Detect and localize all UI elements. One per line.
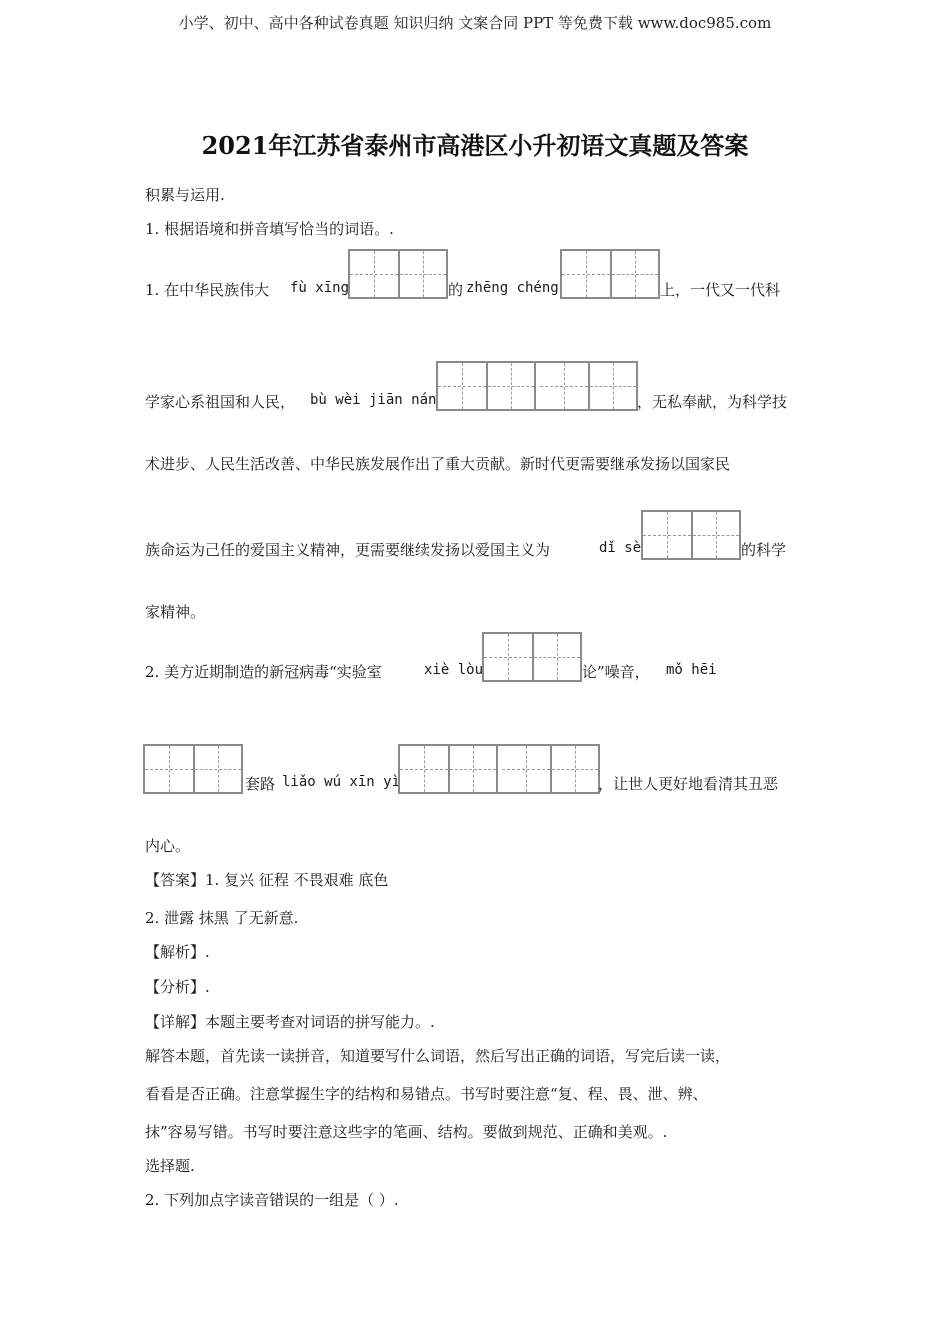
analysis-label: 【解析】.: [145, 943, 210, 961]
pinyin: mǒ hēi: [666, 662, 717, 678]
section-heading: 积累与运用.: [145, 186, 225, 204]
text-segment: 的: [448, 281, 464, 299]
answer-box-xielou[interactable]: [482, 632, 582, 682]
analysis-detail: 【详解】本题主要考查对词语的拼写能力。.: [145, 1013, 435, 1031]
answer-box-mohei[interactable]: [143, 744, 243, 794]
text-segment: ，让世人更好地看清其丑恶: [598, 775, 779, 793]
text-segment: 族命运为己任的爱国主义精神，更需要继续发扬以爱国主义为: [145, 541, 551, 559]
text-segment: 学家心系祖国和人民，: [145, 393, 296, 411]
answer-line: 2. 泄露 抹黑 了无新意.: [145, 909, 299, 927]
pinyin: fù xīng: [290, 280, 350, 296]
text-segment: 2. 美方近期制造的新冠病毒“实验室: [145, 663, 382, 681]
question-2: 2. 下列加点字读音错误的一组是（ ）.: [145, 1191, 399, 1209]
analysis-label: 【分析】.: [145, 978, 210, 996]
answer-box-dise[interactable]: [641, 510, 741, 560]
text-segment: 1. 在中华民族伟大: [145, 281, 270, 299]
analysis-body: 解答本题，首先读一读拼音，知道要写什么词语，然后写出正确的词语，写完后读一读，: [145, 1047, 731, 1065]
answer-box-zhengcheng[interactable]: [560, 249, 660, 299]
text-segment: 家精神。: [145, 603, 206, 621]
pinyin: zhēng chéng: [466, 280, 559, 296]
text-segment: 上，一代又一代科: [660, 281, 781, 299]
page-title: 2021年江苏省泰州市高港区小升初语文真题及答案: [201, 131, 749, 160]
answer-box-buweijiannan[interactable]: [436, 361, 638, 411]
answer-line: 【答案】1. 复兴 征程 不畏艰难 底色: [145, 871, 389, 889]
question-intro: 1. 根据语境和拼音填写恰当的词语。.: [145, 220, 394, 238]
answer-box-fuxing[interactable]: [348, 249, 448, 299]
text-segment: 论”噪音，: [582, 663, 650, 681]
pinyin: liǎo wú xīn yì: [282, 774, 401, 790]
analysis-body: 看看是否正确。注意掌握生字的结构和易错点。书写时要注意“复、程、畏、泄、辨、: [145, 1085, 708, 1103]
pinyin: xiè lòu: [424, 662, 484, 678]
text-segment: 术进步、人民生活改善、中华民族发展作出了重大贡献。新时代更需要继承发扬以国家民: [145, 455, 731, 473]
pinyin: bù wèi jiān nán: [310, 392, 437, 408]
text-segment: 套路: [245, 775, 276, 793]
section-heading: 选择题.: [145, 1157, 195, 1175]
answer-box-liaowuxinyi[interactable]: [398, 744, 600, 794]
analysis-body: 抹”容易写错。书写时要注意这些字的笔画、结构。要做到规范、正确和美观。.: [145, 1123, 668, 1141]
page-header: 小学、初中、高中各种试卷真题 知识归纳 文案合同 PPT 等免费下载 www.doc985.com: [178, 14, 772, 32]
pinyin: dǐ sè: [599, 540, 642, 556]
text-segment: 内心。: [145, 837, 191, 855]
text-segment: ，无私奉献，为科学技: [637, 393, 788, 411]
text-segment: 的科学: [741, 541, 787, 559]
